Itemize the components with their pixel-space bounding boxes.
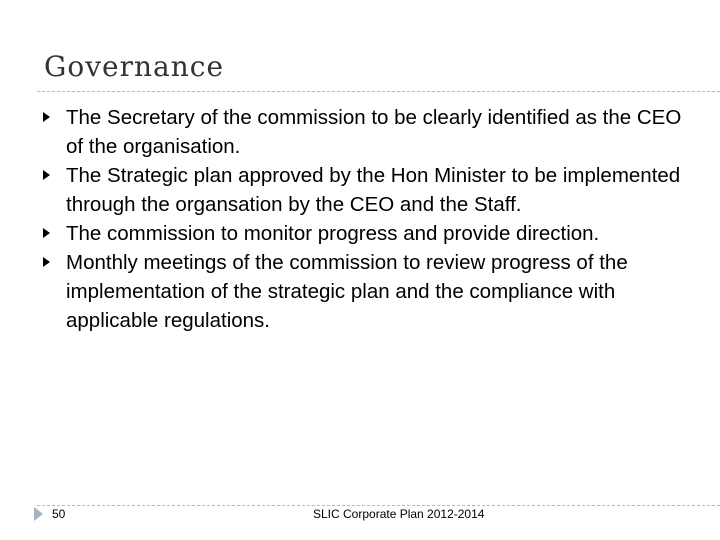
- bullet-item: [40, 219, 690, 248]
- bullet-item: [40, 161, 690, 219]
- bullet-item: [40, 248, 690, 335]
- triangle-bullet-icon: [43, 257, 50, 267]
- bullet-text: The Secretary of the commission to be clearly identified as the CEO of the organisation.: [66, 106, 682, 158]
- bullet-item: [40, 103, 690, 161]
- triangle-bullet-icon: [43, 112, 50, 122]
- bullet-text: The commission to monitor progress and provide direction.: [66, 222, 600, 245]
- triangle-bullet-icon: [43, 170, 50, 180]
- page-number: 50: [52, 507, 66, 521]
- slide-title: Governance: [44, 50, 225, 83]
- footer-divider: [37, 505, 720, 506]
- bullet-text: The Strategic plan approved by the Hon Minister to be implemented through the organsation by the CEO and the Staff.: [66, 164, 681, 216]
- triangle-bullet-icon: [43, 228, 50, 238]
- footer-triangle-icon: [34, 507, 43, 521]
- footer-text: SLIC Corporate Plan 2012-2014: [313, 507, 485, 521]
- bullet-text: Monthly meetings of the commission to review progress of the implementation of the strategic plan and the compliance with applicable regulations.: [66, 251, 628, 332]
- title-divider: [37, 91, 720, 92]
- bullet-list: [40, 103, 690, 335]
